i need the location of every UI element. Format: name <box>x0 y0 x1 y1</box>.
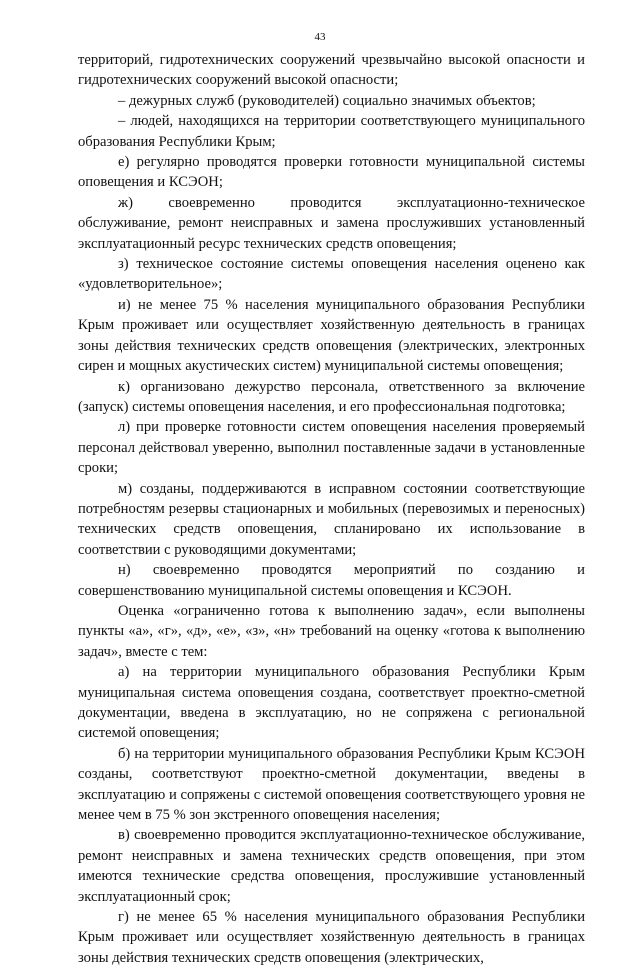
paragraph: а) на территории муниципального образования Республики Крым муниципальная система оповещения создана, соответствует проектно-сметной документации, введена в эксплуатацию, но не сопряжена с региональной системой оповещения; <box>78 664 585 742</box>
paragraph: м) созданы, поддерживаются в исправном состоянии соответствующие потребностям резервы стационарных и мобильных (перевозимых и переносных) технических средств оповещения, спланировано их использование в соответствии с руководящими документами; <box>78 480 585 558</box>
paragraph: б) на территории муниципального образования Республики Крым КСЭОН созданы, соответствуют проектно-сметной документации, введены в эксплуатацию и сопряжены с системой оповещения соответствующего уровня не менее чем в 75 % зон экстренного оповещения населения; <box>78 745 585 824</box>
paragraph: в) своевременно проводится эксплуатационно-техническое обслуживание, ремонт неисправных и замена технических средств оповещения, при этом имеются технические средства оповещения, прослужившие установленный эксплуатационный срок; <box>78 827 585 905</box>
paragraph: н) своевременно проводятся мероприятий по созданию и совершенствованию муниципальной системы оповещения и КСЭОН. <box>78 562 585 599</box>
paragraph: з) техническое состояние системы оповещения населения оценено как «удовлетворительное»; <box>78 256 585 293</box>
paragraph: л) при проверке готовности систем оповещения населения проверяемый персонал действовал уверенно, выполнил поставленные задачи в установленные сроки; <box>78 419 585 477</box>
document-body <box>78 50 585 968</box>
paragraph: территорий, гидротехнических сооружений чрезвычайно высокой опасности и гидротехнических сооружений высокой опасности; <box>78 52 585 89</box>
paragraph: к) организовано дежурство персонала, ответственного за включение (запуск) системы оповещения населения, и его профессиональная подготовка; <box>78 378 585 415</box>
paragraph: ж) своевременно проводится эксплуатационно-техническое обслуживание, ремонт неисправных и замена прослуживших установленный эксплуатационный ресурс технических средств оповещения; <box>78 194 585 252</box>
paragraph: – людей, находящихся на территории соответствующего муниципального образования Республики Крым; <box>78 113 585 150</box>
paragraph: – дежурных служб (руководителей) социально значимых объектов; <box>118 92 536 109</box>
paragraph: г) не менее 65 % населения муниципального образования Республики Крым проживает или осуществляет хозяйственную деятельность в границах зоны действия технических средств оповещения (электрических, <box>78 909 585 966</box>
paragraph: Оценка «ограниченно готова к выполнению задач», если выполнены пункты «а», «г», «д», «е», «з», «н» требований на оценку «готова к выполнению задач», вместе с тем: <box>78 602 585 660</box>
paragraph: е) регулярно проводятся проверки готовности муниципальной системы оповещения и КСЭОН; <box>78 154 585 191</box>
page-number: 43 <box>314 31 326 43</box>
paragraph: и) не менее 75 % населения муниципального образования Республики Крым проживает или осуществляет хозяйственную деятельность в границах зоны действия технических средств оповещения (электрических, электронных сирен и мощных акустических систем) муниципальной системы оповещения; <box>78 296 585 375</box>
